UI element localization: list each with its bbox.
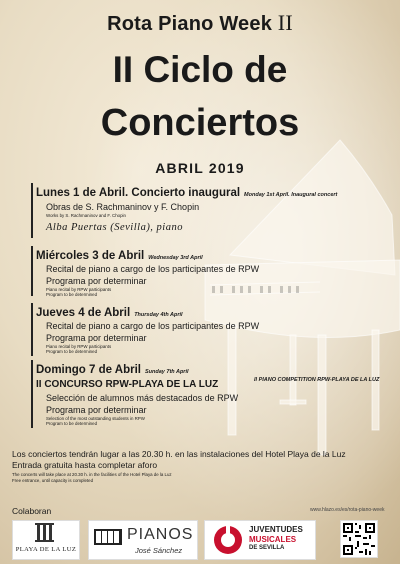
main-title-line1: II Ciclo de — [112, 49, 288, 90]
jm-line1: JUVENTUDES — [249, 525, 303, 534]
pianos-brand: PIANOS — [127, 526, 194, 543]
event-day — [36, 183, 337, 201]
event-performer: Alba Puertas (Sevilla), piano — [46, 222, 183, 233]
event-line: Recital de piano a cargo de los participantes de RPW — [46, 321, 260, 331]
event-line: Programa por determinar — [46, 276, 147, 286]
series-name: Rota Piano Week — [107, 13, 273, 35]
hotel-logo — [12, 520, 80, 560]
event-program: Obras de S. Rachmaninov y F. Chopin — [46, 202, 200, 212]
series-numeral: II — [277, 10, 293, 35]
contest-title — [36, 374, 218, 392]
event-program-en: Works by S. Rachmaninov and F. Chopin — [46, 213, 126, 218]
juventudes-musicales-logo — [204, 520, 316, 560]
event-day — [36, 303, 183, 321]
hotel-name: PLAYA DE LA LUZ — [15, 546, 77, 553]
event-day-es: Domingo 7 de Abril — [36, 364, 141, 376]
event-day-en: Thursday 4th April — [134, 312, 183, 318]
event-day-es: Miércoles 3 de Abril — [36, 250, 145, 262]
collaborators-label: Colaboran — [12, 506, 52, 516]
jm-line2: MUSICALES — [249, 534, 297, 544]
event-day-en: Monday 1st April. Inaugural concert — [244, 192, 338, 198]
qr-code[interactable] — [340, 520, 378, 558]
jm-name — [249, 525, 303, 554]
entrance-info-en: Free entrance, until capacity is completed — [12, 478, 94, 483]
event-line-en: Piano recital by RPW participants — [46, 287, 112, 292]
venue-info: Los conciertos tendrán lugar a las 20.30 h. en las instalaciones del Hotel Playa de la Luz — [12, 449, 346, 459]
jm-emblem-icon — [213, 525, 243, 555]
jm-line3: DE SEVILLA — [249, 545, 285, 551]
hotel-emblem-icon — [13, 521, 79, 559]
event-day-es: Lunes 1 de Abril. Concierto inaugural — [36, 187, 241, 199]
event-line: Recital de piano a cargo de los participantes de RPW — [46, 264, 260, 274]
divider-bar — [31, 303, 33, 356]
event-day-en: Wednesday 3rd April — [148, 255, 203, 261]
event-line: Programa por determinar — [46, 405, 147, 415]
qr-code-icon — [341, 521, 377, 557]
website-link[interactable]: www.hlazo.es/es/rota-piano-week — [310, 507, 385, 513]
entrance-info: Entrada gratuita hasta completar aforo — [12, 460, 158, 470]
event-day-en: Sunday 7th April — [145, 369, 189, 375]
divider-bar — [31, 183, 33, 238]
pianos-owner: José Sánchez — [135, 546, 183, 555]
divider-bar — [31, 246, 33, 296]
piano-keys-icon — [94, 529, 122, 545]
contest-title-en: II PIANO COMPETITION RPW-PLAYA DE LA LUZ — [254, 377, 380, 383]
main-title-line2: Conciertos — [100, 102, 300, 144]
event-line: Programa por determinar — [46, 333, 147, 343]
event-line-en: Selection of the most outstanding students in RPW — [46, 416, 145, 421]
event-line-en: Program to be determined — [46, 349, 98, 354]
event-day-es: Jueves 4 de Abril — [36, 307, 131, 319]
contest-title-es: II CONCURSO RPW-PLAYA DE LA LUZ — [36, 379, 219, 390]
event-line-en: Piano recital by RPW participants — [46, 344, 112, 349]
event-line-en: Program to be determined — [46, 292, 98, 297]
divider-bar — [31, 360, 33, 428]
event-month: ABRIL 2019 — [155, 160, 245, 176]
event-line: Selección de alumnos más destacados de RPW — [46, 393, 239, 403]
venue-info-en: The concerts will take place at 20.30 h. in the facilities of the Hotel Playa de la Luz — [12, 472, 172, 477]
pianos-logo — [88, 520, 198, 560]
event-day — [36, 246, 203, 264]
event-line-en: Program to be determined — [46, 421, 98, 426]
series-title — [0, 10, 400, 36]
